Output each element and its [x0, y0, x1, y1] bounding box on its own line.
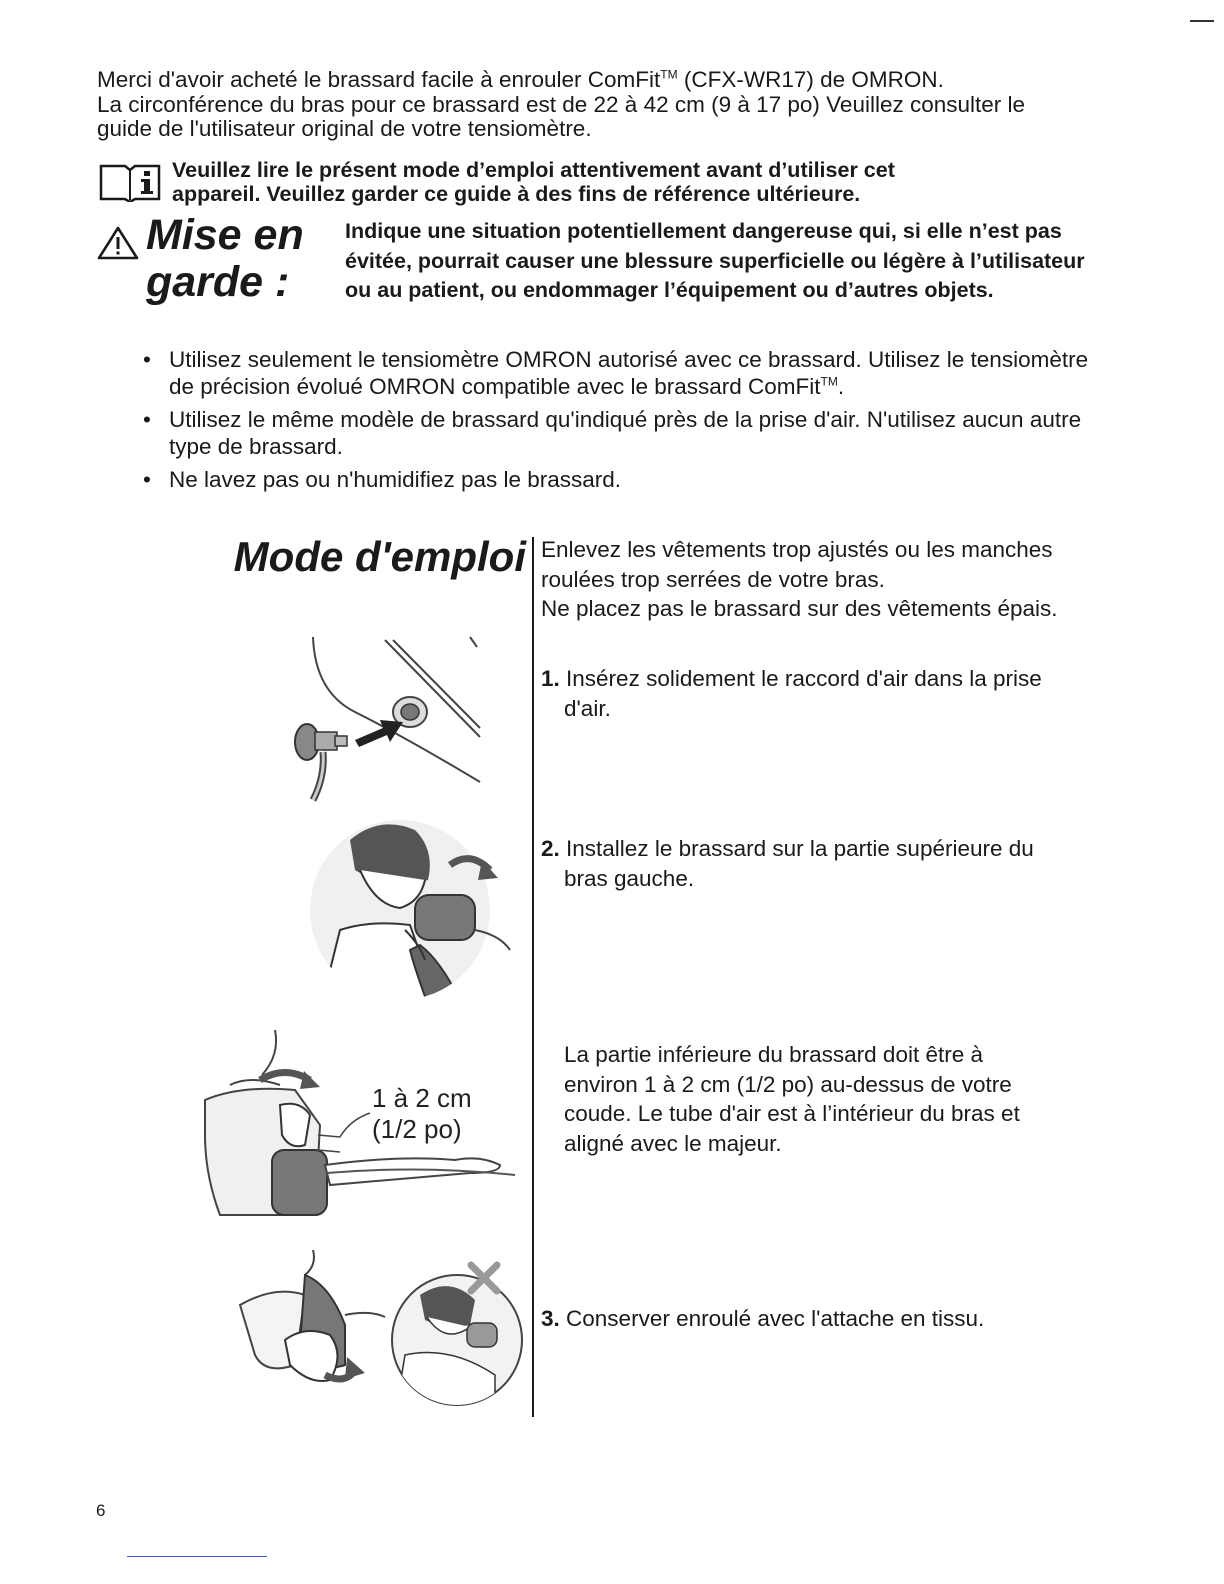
step-text: Conserver enroulé avec l'attache en tissu. [566, 1306, 985, 1331]
bullet-dot: • [143, 347, 151, 372]
prep-line-3: Ne placez pas le brassard sur des vêtements épais. [541, 596, 1058, 621]
note-line-1: La partie inférieure du brassard doit être à [564, 1042, 983, 1067]
prep-line-1: Enlevez les vêtements trop ajustés ou les manches [541, 537, 1053, 562]
storage-illustration [235, 1245, 525, 1425]
preparation-text [541, 535, 1111, 624]
bullet-dot: • [143, 407, 151, 432]
step-2 [541, 834, 1101, 893]
notice-line-1: Veuillez lire le présent mode d’emploi attentivement avant d’utiliser cet [172, 158, 895, 182]
footer-rule [127, 1556, 267, 1557]
measurement-cm: 1 à 2 cm [372, 1083, 472, 1113]
intro-paragraph [97, 68, 1117, 142]
caution-title-line-2: garde : [146, 258, 290, 306]
air-connector-illustration [285, 632, 485, 802]
prep-line-2: roulées trop serrées de votre bras. [541, 566, 885, 592]
caution-description: Indique une situation potentiellement dangereuse qui, si elle n’est pas évitée, pourrait causer une blessure superficielle ou légère à l’utilisateur ou au patient, ou endommager l’équipement ou d’autres objets. [345, 219, 1085, 302]
bullet-dot: • [143, 467, 151, 492]
note-line-4: aligné avec le majeur. [564, 1130, 782, 1156]
step-number: 3. [541, 1306, 560, 1331]
list-item: • Ne lavez pas ou n'humidifiez pas le brassard. [143, 467, 622, 492]
step-text: Insérez solidement le raccord d'air dans la prise [566, 666, 1042, 691]
step-number: 1. [541, 666, 560, 691]
intro-line-3: guide de l'utilisateur original de votre tensiomètre. [97, 116, 592, 141]
page-number: 6 [96, 1501, 106, 1520]
step-number: 2. [541, 836, 560, 861]
notice-line-2: appareil. Veuillez garder ce guide à des fins de référence ultérieure. [172, 182, 861, 206]
measurement-label [372, 1083, 472, 1145]
intro-line-1: Merci d'avoir acheté le brassard facile à enrouler ComFit™ (CFX-WR17) de OMRON. [97, 67, 944, 92]
step-3 [541, 1304, 1101, 1334]
corner-mark [1190, 20, 1214, 22]
caution-title [146, 212, 326, 306]
intro-line-2: La circonférence du bras pour ce brassard est de 22 à 42 cm (9 à 17 po) Veuillez consulter le [97, 91, 1026, 117]
step-text-cont: bras gauche. [564, 865, 695, 891]
list-item: • Utilisez le même modèle de brassard qu'indiqué près de la prise d'air. N'utilisez aucun autre type de brassard. [143, 407, 1082, 459]
step-text: Installez le brassard sur la partie supérieure du [566, 836, 1034, 861]
list-item: • Utilisez seulement le tensiomètre OMRON autorisé avec ce brassard. Utilisez le tensiomètre de précision évolué OMRON compatible avec le brassard ComFit™. [143, 347, 1089, 399]
step-1 [541, 664, 1101, 723]
cuff-position-note [564, 1040, 1084, 1158]
measurement-inches: (1/2 po) [372, 1114, 462, 1144]
step-text-cont: d'air. [564, 695, 611, 721]
read-instructions-notice [172, 158, 1112, 206]
instructions-title: Mode d'emploi [233, 533, 526, 580]
note-line-2: environ 1 à 2 cm (1/2 po) au-dessus de votre [564, 1071, 1012, 1097]
arm-position-illustration [200, 1025, 520, 1225]
info-book-icon [99, 162, 161, 202]
note-line-3: coude. Le tube d'air est à l’intérieur du bras et [564, 1101, 1020, 1126]
column-divider [532, 537, 534, 1417]
warning-triangle-icon [97, 226, 139, 260]
caution-bullet-list [143, 346, 1103, 499]
cuff-wrap-illustration [300, 810, 515, 1010]
caution-title-line-1: Mise en [146, 211, 304, 259]
